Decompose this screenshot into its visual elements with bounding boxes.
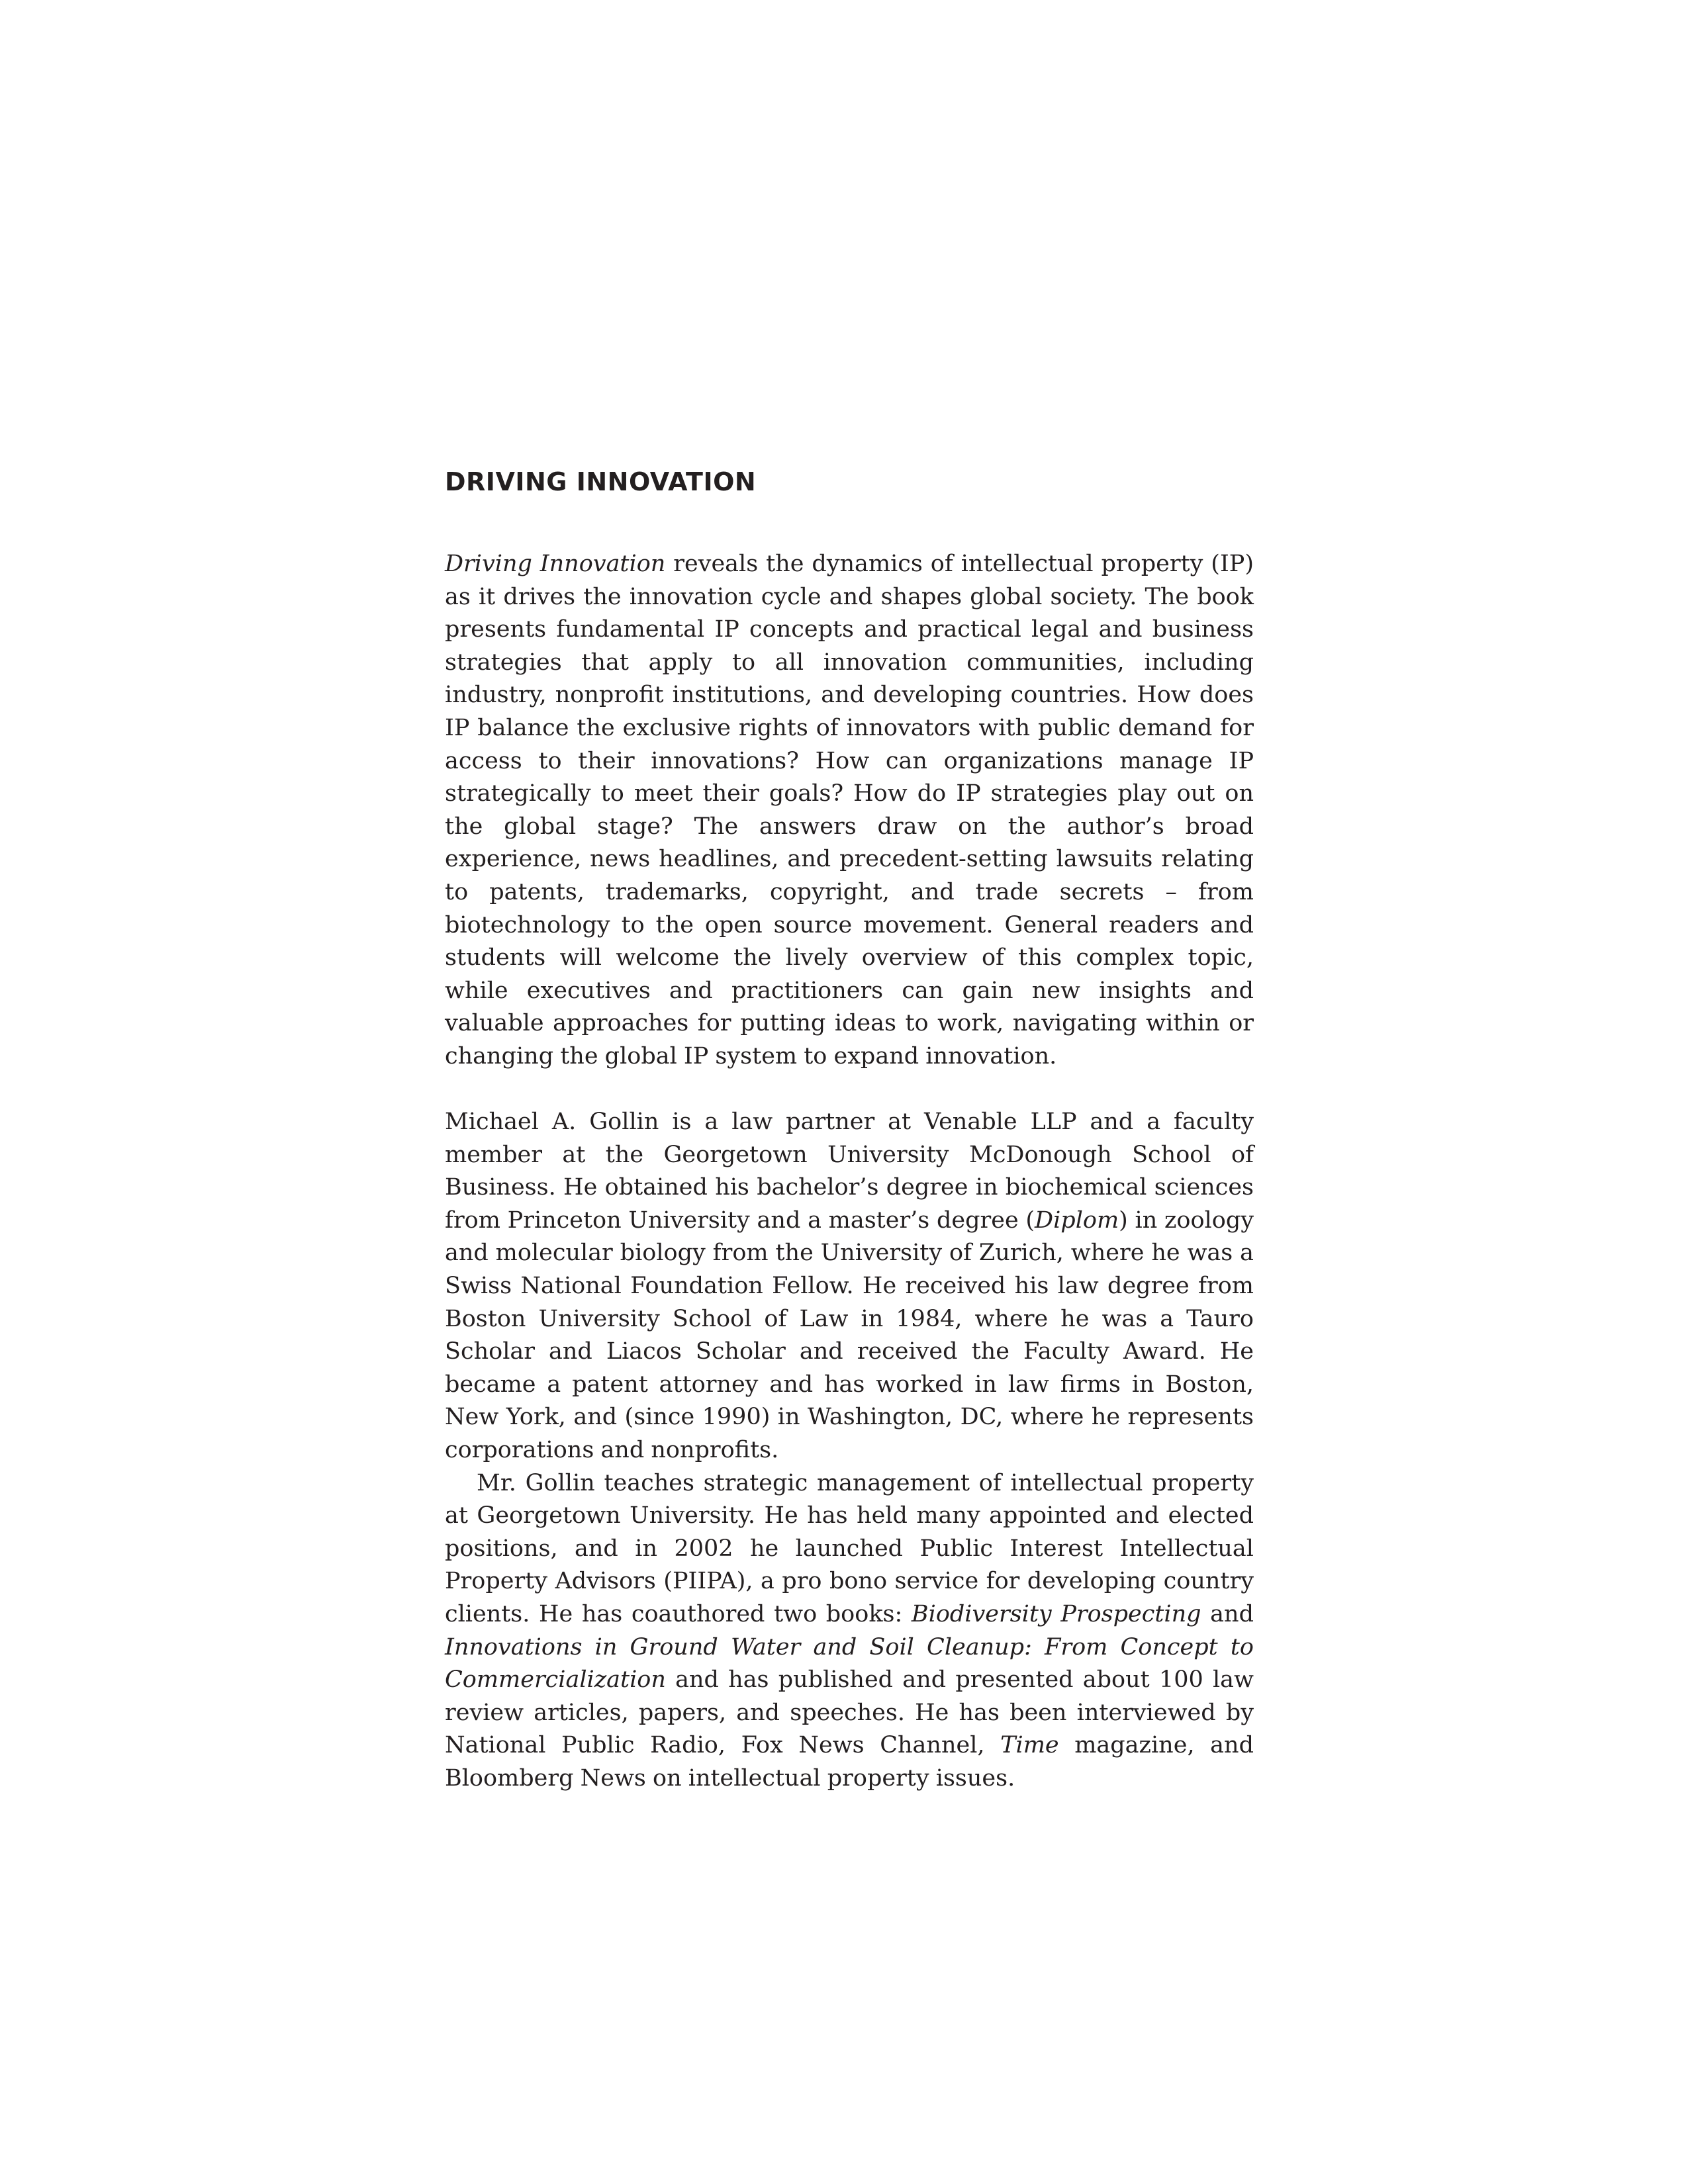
blurb-text: reveals the dynamics of intellectual property (IP) as it drives the innovation cycle and shapes global society. The book presents fundamental IP concepts and practical legal and business strategies that apply to all innovation communities, including industry, nonprofit institutions, and developing countries. How does IP balance the exclusive rights of innovators with public demand for access to their innovations? How can organizations manage IP strategically to meet their goals? How do IP strategies play out on the global stage? The answers draw on the author’s broad experience, news headlines, and precedent-setting lawsuits relating to patents, trademarks, copyright, and trade secrets – from biotechnology to the open source movement. General readers and students will welcome the lively overview of this complex topic, while executives and practitioners can gain new insights and valuable approaches for putting ideas to work, navigating within or changing the global IP system to expand innovation. — [445, 551, 1254, 1069]
bio1-text-2: ) in zoology and molecular biology from the University of Zurich, where he was a Swiss National Foundation Fellow. He received his law degree from Boston University School of Law in 1984, where he was a Tauro Scholar and Liacos Scholar and received the Faculty Award. He became a patent attorney and has worked in law firms in Boston, New York, and (since 1990) in Washington, DC, where he represents corporations and nonprofits. — [445, 1206, 1254, 1464]
book-blurb-paragraph — [445, 548, 1254, 1073]
book-title-italic: Driving Innovation — [445, 551, 666, 577]
bio1-text-1: Michael A. Gollin is a law partner at Venable LLP and a faculty member at the Georgetown University McDonough School of Business. He obtained his bachelor’s degree in biochemical sciences from Princeton University and a master’s degree ( — [445, 1109, 1254, 1234]
diplom-italic: Diplom — [1035, 1206, 1119, 1234]
author-bio-paragraph-2 — [445, 1467, 1254, 1796]
bio2-text-3: and has published and presented about 100 law review articles, papers, and speeches. He has been interviewed by National Public Radio, Fox News Channel, — [445, 1666, 1254, 1759]
book2-title-italic: Innovations in Ground Water and Soil Cleanup: From Concept to Commercialization — [445, 1633, 1254, 1694]
book1-title-italic: Biodiversity Prospecting — [911, 1601, 1201, 1627]
bio2-text-2: and — [1201, 1601, 1254, 1627]
bio2-text-1: Mr. Gollin teaches strategic management of intellectual property at Georgetown University. He has held many appointed and elected positions, and in 2002 he launched Public Interest Intellectual Property Advisors (PIIPA), a pro bono service for developing country clients. He has coauthored two books: — [445, 1469, 1254, 1627]
page-content — [445, 463, 1254, 1796]
page-heading: DRIVING INNOVATION — [445, 467, 757, 496]
time-magazine-italic: Time — [1000, 1732, 1059, 1759]
author-bio-paragraph-1 — [445, 1106, 1254, 1467]
bio2-text-4: magazine, and Bloomberg News on intellectual property issues. — [445, 1732, 1254, 1792]
